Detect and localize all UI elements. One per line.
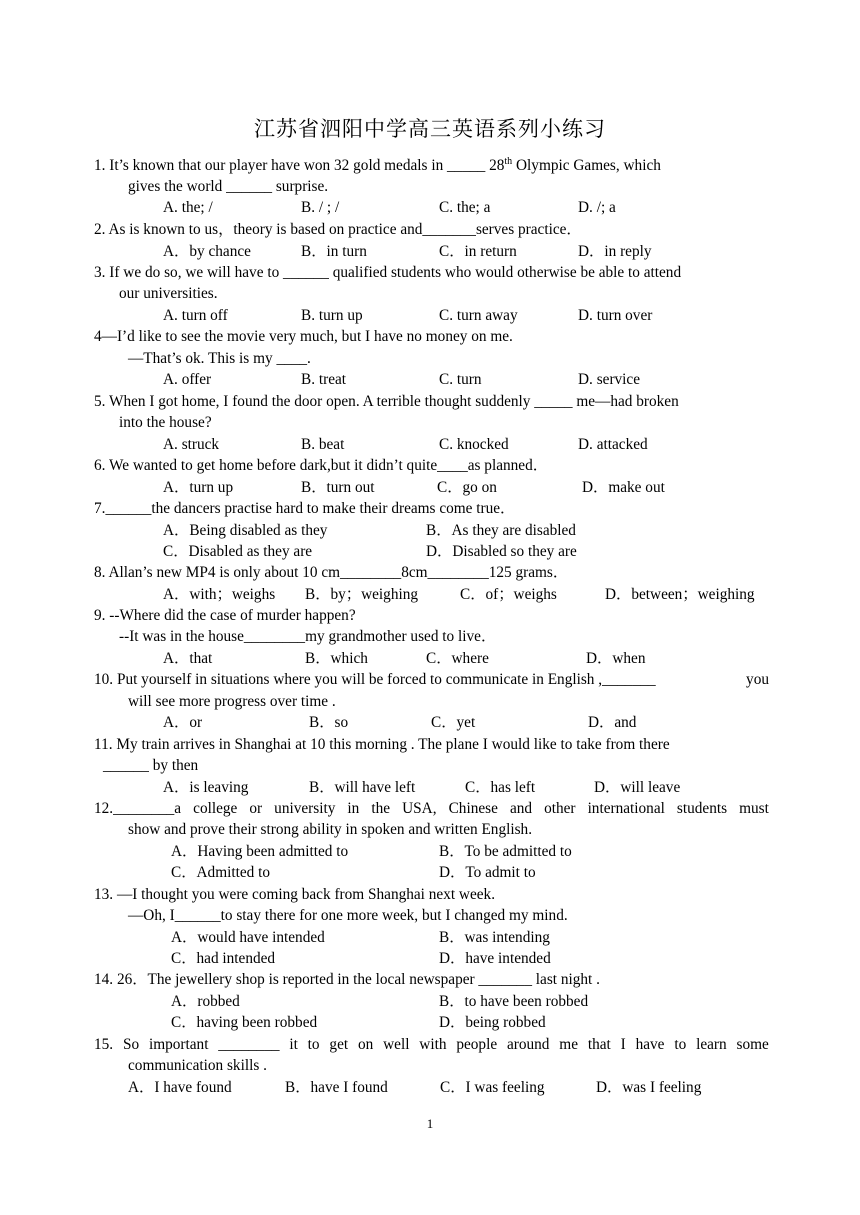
stem-word: to — [674, 1036, 687, 1053]
question-2-option-c: C．in return — [439, 243, 517, 260]
page-title: 江苏省泗阳中学高三英语系列小练习 — [254, 117, 606, 141]
question-6-option-c: C．go on — [437, 479, 497, 496]
stem-word: it — [289, 1036, 298, 1053]
stem-word: 12.________a — [94, 800, 182, 817]
stem-word: and — [509, 800, 533, 817]
question-10-option-b: B．so — [309, 714, 349, 731]
question-12-option-c: C．Admitted to — [171, 864, 271, 881]
question-1-option-c: C. the; a — [439, 199, 491, 216]
question-4-option-a: A. offer — [163, 371, 212, 388]
question-8-option-c: C．of；weighs — [460, 586, 557, 603]
question-10-option-a: A．or — [163, 714, 203, 731]
stem-word: have — [635, 1036, 665, 1053]
stem-word: Chinese — [448, 800, 498, 817]
question-15-option-d: D．was I feeling — [596, 1079, 702, 1096]
question-5-option-a: A. struck — [163, 436, 220, 453]
question-4-option-d: D. service — [578, 371, 641, 388]
question-2-option-b: B．in turn — [301, 243, 367, 260]
question-2-stem: 2. As is known to us，theory is based on practice and_______serves practice． — [94, 221, 582, 238]
stem-word: students — [676, 800, 728, 817]
question-13-option-c: C．had intended — [171, 950, 276, 967]
question-6-stem: 6. We wanted to get home before dark,but it didn’t quite____as planned． — [94, 457, 549, 474]
question-7-option-d: D．Disabled so they are — [426, 543, 577, 560]
question-11-option-c: C．has left — [465, 779, 536, 796]
question-15-option-c: C．I was feeling — [440, 1079, 545, 1096]
question-9-stem: 9. --Where did the case of murder happen? — [94, 607, 356, 624]
stem-word: other — [544, 800, 576, 817]
question-7-option-c: C．Disabled as they are — [163, 543, 313, 560]
question-3-option-b: B. turn up — [301, 307, 363, 324]
question-5-stem-continued: into the house? — [119, 414, 212, 431]
question-1-stem-continued: gives the world ______ surprise. — [128, 178, 329, 195]
question-8-option-d: D．between；weighing — [605, 586, 755, 603]
stem-word: I — [620, 1036, 626, 1053]
question-6-option-a: A．turn up — [163, 479, 234, 496]
stem-word: college — [193, 800, 238, 817]
question-11-stem-continued: ______ by then — [103, 757, 199, 774]
question-5-option-c: C. knocked — [439, 436, 509, 453]
question-6-option-b: B．turn out — [301, 479, 375, 496]
question-12-stem — [94, 800, 769, 818]
question-4-stem-continued: —That’s ok. This is my ____. — [128, 350, 311, 367]
question-4-stem: 4—I’d like to see the movie very much, but I have no money on me. — [94, 328, 513, 345]
question-7-option-a: A．Being disabled as they — [163, 522, 328, 539]
question-1-option-b: B. / ; / — [301, 199, 340, 216]
question-15-stem — [94, 1036, 769, 1054]
question-12-stem-continued: show and prove their strong ability in spoken and written English. — [128, 821, 533, 838]
question-14-stem: 14. 26．The jewellery shop is reported in the local newspaper _______ last night . — [94, 971, 600, 988]
question-10-option-d: D．and — [588, 714, 637, 731]
stem-word: in — [347, 800, 360, 817]
stem-word: to — [307, 1036, 320, 1053]
question-2-option-d: D．in reply — [578, 243, 652, 260]
question-13-stem-continued: —Oh, I______to stay there for one more week, but I changed my mind. — [128, 907, 568, 924]
stem-word: some — [736, 1036, 769, 1053]
stem-word: people — [456, 1036, 498, 1053]
question-14-option-a: A．robbed — [171, 993, 240, 1010]
question-12-option-d: D．To admit to — [439, 864, 536, 881]
question-13-stem: 13. —I thought you were coming back from Shanghai next week. — [94, 886, 496, 903]
question-3-option-c: C. turn away — [439, 307, 518, 324]
question-3-option-d: D. turn over — [578, 307, 653, 324]
question-14-option-d: D．being robbed — [439, 1014, 546, 1031]
question-4-option-c: C. turn — [439, 371, 482, 388]
stem-word: must — [739, 800, 769, 817]
question-2-option-a: A．by chance — [163, 243, 251, 260]
question-14-option-c: C．having been robbed — [171, 1014, 318, 1031]
question-10-option-c: C．yet — [431, 714, 476, 731]
stem-word: well — [383, 1036, 410, 1053]
question-5-stem: 5. When I got home, I found the door open. A terrible thought suddenly _____ me—had broken — [94, 393, 679, 410]
question-1-stem: 1. It’s known that our player have won 32 gold medals in _____ 28th Olympic Games, which — [94, 156, 661, 174]
question-3-option-a: A. turn off — [163, 307, 228, 324]
question-13-option-b: B．was intending — [439, 929, 550, 946]
question-15-option-b: B．have I found — [285, 1079, 388, 1096]
question-11-stem: 11. My train arrives in Shanghai at 10 this morning . The plane I would like to take from there — [94, 736, 670, 753]
question-9-option-a: A．that — [163, 650, 213, 667]
stem-word: with — [419, 1036, 447, 1053]
question-11-option-b: B．will have left — [309, 779, 416, 796]
question-4-option-b: B. treat — [301, 371, 347, 388]
question-9-stem-continued: --It was in the house________my grandmother used to live． — [119, 628, 497, 645]
question-10-stem-continued: will see more progress over time . — [128, 693, 336, 710]
question-8-option-b: B．by；weighing — [305, 586, 419, 603]
page-number: 1 — [426, 1116, 434, 1131]
stem-word: important — [148, 1036, 209, 1053]
stem-word: USA, — [402, 800, 437, 817]
stem-word: the — [371, 800, 391, 817]
stem-word: ________ — [218, 1036, 280, 1053]
question-1-option-d: D. /; a — [578, 199, 616, 216]
question-15-option-a: A．I have found — [128, 1079, 232, 1096]
stem-word: learn — [696, 1036, 727, 1053]
stem-word: get — [329, 1036, 349, 1053]
question-6-option-d: D．make out — [582, 479, 665, 496]
question-9-option-c: C．where — [426, 650, 489, 667]
question-7-stem: 7.______the dancers practise hard to make their dreams come true． — [94, 500, 516, 517]
stem-word: me — [559, 1036, 578, 1053]
question-12-option-a: A．Having been admitted to — [171, 843, 349, 860]
stem-word: So — [122, 1036, 140, 1053]
question-8-option-a: A．with；weighs — [163, 586, 276, 603]
question-9-option-b: B．which — [305, 650, 368, 667]
question-5-option-b: B. beat — [301, 436, 345, 453]
stem-word: international — [587, 800, 665, 817]
question-10-stem: 10. Put yourself in situations where you will be forced to communicate in English ,_______ you — [94, 671, 769, 688]
stem-word: that — [587, 1036, 611, 1053]
stem-word: 15. — [94, 1036, 114, 1053]
stem-word: on — [357, 1036, 374, 1053]
question-13-option-a: A．would have intended — [171, 929, 325, 946]
question-13-option-d: D．have intended — [439, 950, 551, 967]
question-12-option-b: B．To be admitted to — [439, 843, 572, 860]
question-3-stem-continued: our universities. — [119, 285, 218, 302]
question-1-option-a: A. the; / — [163, 199, 213, 216]
question-14-option-b: B．to have been robbed — [439, 993, 589, 1010]
question-9-option-d: D．when — [586, 650, 646, 667]
stem-word: around — [506, 1036, 550, 1053]
stem-word: or — [249, 800, 263, 817]
question-11-option-a: A．is leaving — [163, 779, 249, 796]
question-8-stem: 8. Allan’s new MP4 is only about 10 cm________8cm________125 grams． — [94, 564, 569, 581]
question-7-option-b: B．As they are disabled — [426, 522, 576, 539]
stem-word: university — [274, 800, 336, 817]
question-11-option-d: D．will leave — [594, 779, 681, 796]
question-5-option-d: D. attacked — [578, 436, 648, 453]
question-15-stem-continued: communication skills . — [128, 1057, 267, 1074]
question-3-stem: 3. If we do so, we will have to ______ qualified students who would otherwise be able to attend — [94, 264, 682, 281]
